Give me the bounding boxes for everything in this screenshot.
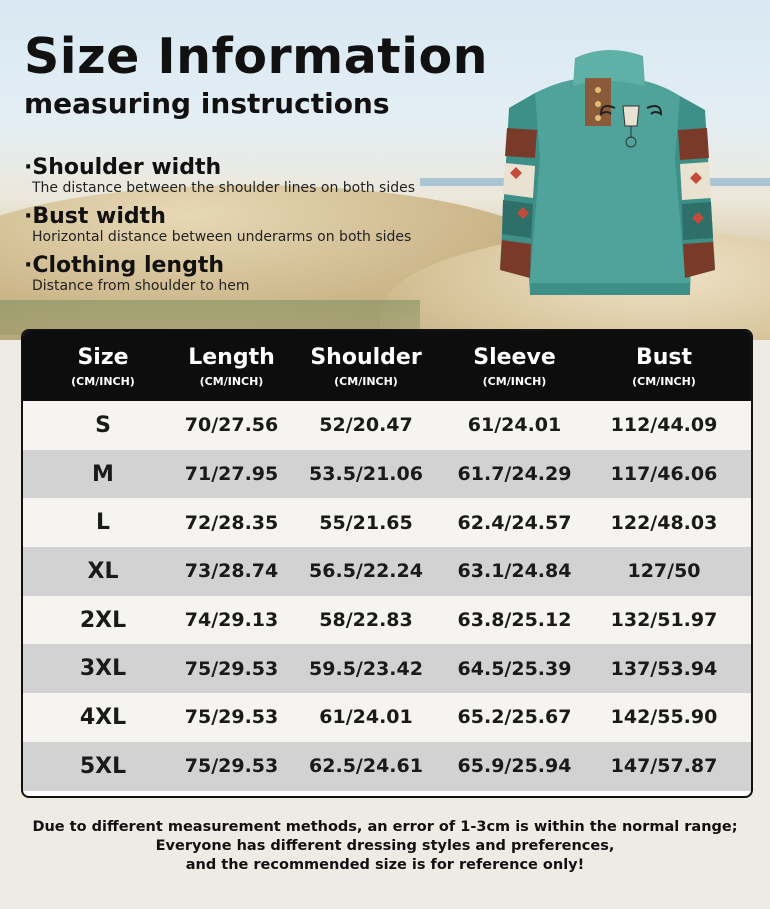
measurement-desc: The distance between the shoulder lines on both sides	[32, 180, 416, 196]
cell-length: 75/29.53	[183, 742, 280, 791]
note-line: Due to different measurement methods, an error of 1-3cm is within the normal range;	[32, 819, 738, 835]
cell-size: 2XL	[23, 596, 183, 645]
header-unit: (CM/INCH)	[71, 374, 135, 388]
size-table-panel	[21, 329, 753, 798]
cell-bust: 117/46.06	[577, 450, 751, 499]
table-row	[23, 644, 751, 693]
cell-length: 75/29.53	[183, 693, 280, 742]
measurement-name: ·Shoulder width	[24, 155, 222, 180]
measurement-desc: Distance from shoulder to hem	[32, 278, 250, 294]
measurement-name: ·Clothing length	[24, 253, 224, 278]
cell-size: 4XL	[23, 693, 183, 742]
measurement-shoulder	[24, 156, 415, 196]
cell-bust: 132/51.97	[577, 596, 751, 645]
cell-shoulder: 56.5/22.24	[280, 547, 452, 596]
cell-size: S	[23, 401, 183, 450]
cell-bust: 127/50	[577, 547, 751, 596]
measurement-length	[24, 254, 250, 294]
cell-shoulder: 61/24.01	[280, 693, 452, 742]
cell-bust: 112/44.09	[577, 401, 751, 450]
cell-sleeve: 62.4/24.57	[452, 498, 577, 547]
cell-size: M	[23, 450, 183, 499]
cell-length: 74/29.13	[183, 596, 280, 645]
table-row	[23, 547, 751, 596]
header-unit: (CM/INCH)	[632, 374, 696, 388]
cell-sleeve: 65.9/25.94	[452, 742, 577, 791]
cell-bust: 147/57.87	[577, 742, 751, 791]
cell-sleeve: 63.8/25.12	[452, 596, 577, 645]
disclaimer-notes	[0, 818, 770, 875]
header-label: Sleeve	[473, 344, 556, 370]
cell-shoulder: 58/22.83	[280, 596, 452, 645]
header-unit: (CM/INCH)	[482, 374, 547, 388]
table-row	[23, 401, 751, 450]
cell-length: 73/28.74	[183, 547, 280, 596]
cell-shoulder: 53.5/21.06	[280, 450, 452, 499]
table-row	[23, 450, 751, 499]
table-row	[23, 596, 751, 645]
header-length	[183, 331, 280, 401]
note-line: and the recommended size is for reference only!	[185, 857, 585, 873]
cell-sleeve: 63.1/24.84	[452, 547, 577, 596]
cell-shoulder: 59.5/23.42	[280, 644, 452, 693]
size-table	[23, 331, 751, 791]
header-label: Length	[188, 344, 275, 370]
cell-size: 3XL	[23, 644, 183, 693]
header-shoulder	[280, 331, 452, 401]
cell-bust: 122/48.03	[577, 498, 751, 547]
measurement-desc: Horizontal distance between underarms on both sides	[32, 229, 412, 245]
page-subtitle: measuring instructions	[24, 87, 390, 120]
cell-sleeve: 64.5/25.39	[452, 644, 577, 693]
cell-size: XL	[23, 547, 183, 596]
header-bust	[577, 331, 751, 401]
cell-bust: 137/53.94	[577, 644, 751, 693]
cell-length: 75/29.53	[183, 644, 280, 693]
sweater-illustration	[495, 38, 720, 300]
measurement-bust	[24, 205, 411, 245]
cell-length: 71/27.95	[183, 450, 280, 499]
cell-length: 72/28.35	[183, 498, 280, 547]
cell-bust: 142/55.90	[577, 693, 751, 742]
table-row	[23, 693, 751, 742]
header-label: Shoulder	[310, 344, 422, 370]
header-size	[23, 331, 183, 401]
cell-size: 5XL	[23, 742, 183, 791]
cell-sleeve: 61/24.01	[452, 401, 577, 450]
header-label: Bust	[635, 344, 693, 370]
page-title: Size Information	[24, 28, 489, 85]
cell-shoulder: 62.5/24.61	[280, 742, 452, 791]
cell-shoulder: 52/20.47	[280, 401, 452, 450]
measurement-name: ·Bust width	[24, 204, 166, 229]
cell-length: 70/27.56	[183, 401, 280, 450]
cell-shoulder: 55/21.65	[280, 498, 452, 547]
table-header-row	[23, 331, 751, 401]
cell-size: L	[23, 498, 183, 547]
header-unit: (CM/INCH)	[334, 374, 398, 388]
cell-sleeve: 61.7/24.29	[452, 450, 577, 499]
header-sleeve	[452, 331, 577, 401]
table-row	[23, 498, 751, 547]
cell-sleeve: 65.2/25.67	[452, 693, 577, 742]
note-line: Everyone has different dressing styles and preferences,	[155, 838, 615, 854]
table-row	[23, 742, 751, 791]
header-label: Size	[77, 344, 129, 370]
header-unit: (CM/INCH)	[199, 374, 264, 388]
